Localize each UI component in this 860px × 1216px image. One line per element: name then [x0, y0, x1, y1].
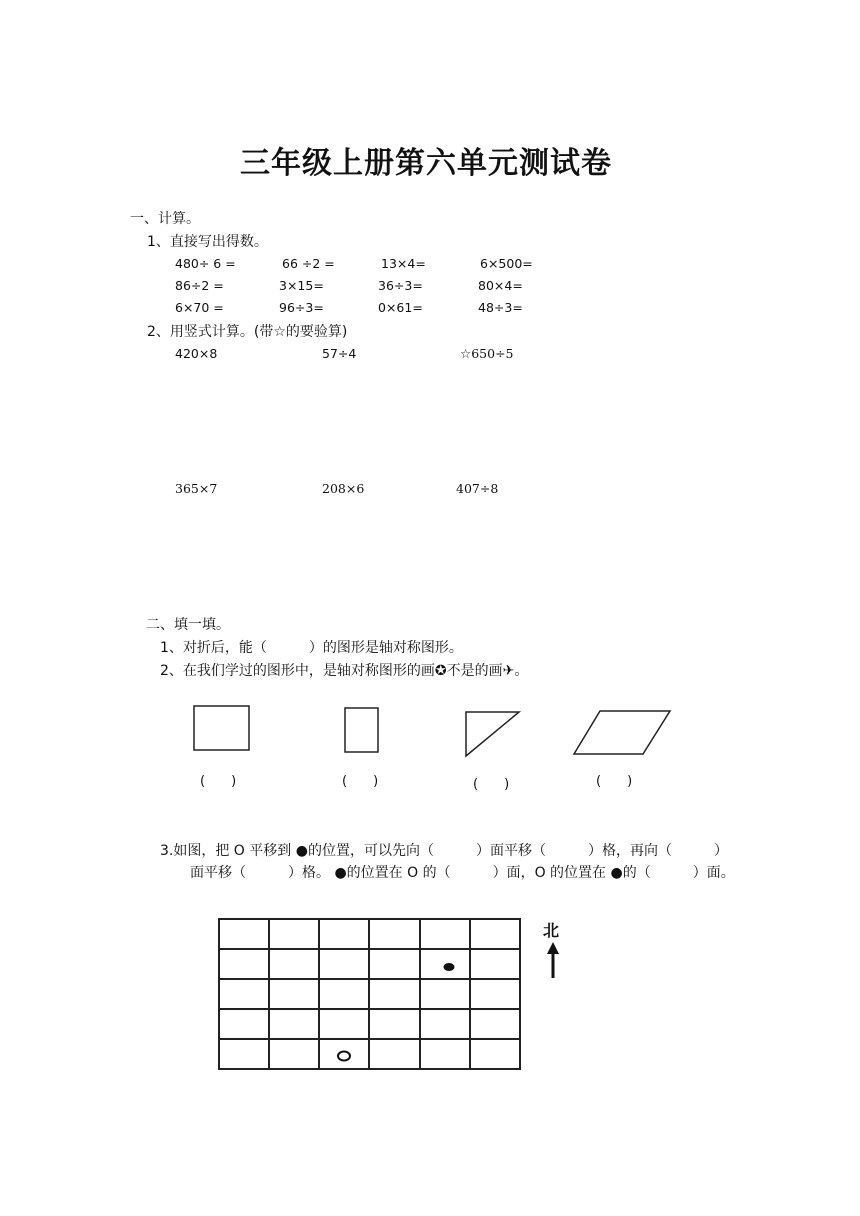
vertical-calc-item: 365×7	[175, 481, 218, 496]
calc-item: 96÷3=	[279, 300, 324, 315]
answer-paren-square[interactable]: ( )	[200, 774, 237, 789]
calc-item: 36÷3=	[378, 278, 423, 293]
square-shape	[194, 706, 249, 750]
north-label: 北	[543, 921, 560, 940]
vertical-calc-item: 208×6	[322, 481, 365, 496]
answer-paren-parallelogram[interactable]: ( )	[596, 774, 633, 789]
north-arrow-icon	[545, 940, 561, 980]
answer-paren-rectangle[interactable]: ( )	[342, 774, 379, 789]
fill-q1: 1、对折后，能（ ）的图形是轴对称图形。	[160, 640, 463, 656]
section2-heading: 二、填一填。	[146, 617, 230, 633]
calc-item: 480÷ 6 =	[175, 256, 236, 271]
calc-item: 80×4=	[478, 278, 523, 293]
vertical-calc-item: 407÷8	[456, 481, 499, 496]
vertical-calc-item: 420×8	[175, 346, 218, 361]
calc-item: 6×500=	[480, 256, 533, 271]
section1-heading: 一、计算。	[130, 211, 200, 227]
vertical-calc-item: ☆650÷5	[460, 346, 514, 361]
calc-item: 66 ÷2 =	[282, 256, 335, 271]
answer-paren-triangle[interactable]: ( )	[473, 777, 510, 792]
calc-item: 6×70 =	[175, 300, 224, 315]
calc-item: 48÷3=	[478, 300, 523, 315]
rectangle-shape	[345, 708, 378, 752]
position-grid	[215, 915, 525, 1075]
calc-item: 13×4=	[381, 256, 426, 271]
fill-q3-line2: 面平移（ ）格。 ●的位置在 O 的（ ）面，O 的位置在 ●的（ ）面。	[190, 865, 735, 881]
circle-marker-o	[338, 1052, 350, 1061]
triangle-shape	[466, 712, 519, 756]
page-title: 三年级上册第六单元测试卷	[240, 146, 612, 181]
vertical-calc-item: 57÷4	[322, 346, 357, 361]
shapes-figure	[185, 698, 685, 768]
q2-label: 2、用竖式计算。(带☆的要验算)	[147, 324, 348, 340]
fill-q3-line1: 3.如图，把 O 平移到 ●的位置，可以先向（ ）面平移（ ）格，再向（ ）	[160, 843, 728, 859]
dot-marker	[444, 963, 455, 971]
fill-q2: 2、在我们学过的图形中，是轴对称图形的画✪不是的画✈。	[160, 663, 529, 679]
calc-item: 0×61=	[378, 300, 423, 315]
calc-item: 86÷2 =	[175, 278, 224, 293]
calc-item: 3×15=	[279, 278, 324, 293]
parallelogram-shape	[574, 711, 670, 754]
q1-label: 1、直接写出得数。	[147, 234, 268, 250]
